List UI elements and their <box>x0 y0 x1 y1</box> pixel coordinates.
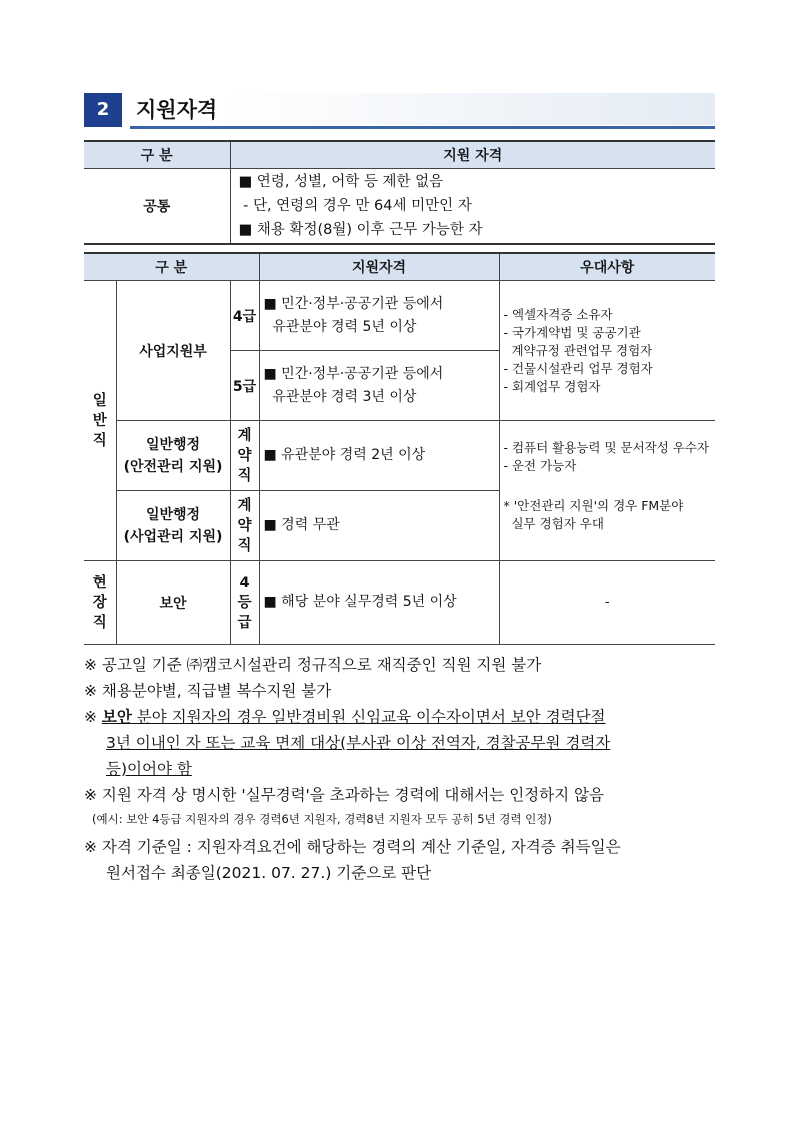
common-qualification-table <box>84 140 715 245</box>
pref2-line-2: - 운전 가능자 <box>503 458 577 473</box>
grade-4: 4급 <box>230 281 259 351</box>
dept-business-support: 사업지원부 <box>116 281 230 421</box>
note-3-bold: 보안 <box>101 708 132 726</box>
common-line-3: ■ 채용 확정(8월) 이후 근무 가능한 자 <box>238 222 483 238</box>
pref1-line-1: - 엑셀자격증 소유자 <box>503 306 613 322</box>
section-heading <box>84 93 715 129</box>
req-5-line-2: 유관분야 경력 3년 이상 <box>263 388 417 405</box>
notes-block <box>84 652 724 886</box>
note-1: ※ 공고일 기준 ㈜캠코시설관리 정규직으로 재직중인 직원 지원 불가 <box>84 656 542 674</box>
section-number: 2 <box>84 93 122 127</box>
note-2: ※ 채용분야별, 직급별 복수지원 불가 <box>84 682 332 700</box>
heading-rule <box>130 126 715 129</box>
position-qualification-table <box>84 252 715 645</box>
dept-security: 보안 <box>116 561 230 645</box>
req-security: ■ 해당 분야 실무경력 5년 이상 <box>263 594 457 610</box>
dept-safety-admin: 일반행정 (안전관리 지원) <box>116 421 230 491</box>
note-3-line-3: 등)이어야 함 <box>106 760 192 778</box>
pref2-note-2: 실무 경험자 우대 <box>503 516 604 531</box>
common-line-1: ■ 연령, 성별, 어학 등 제한 없음 <box>238 174 444 190</box>
header-category-2: 구 분 <box>84 253 259 281</box>
note-4: ※ 지원 자격 상 명시한 '실무경력'을 초과하는 경력에 대해서는 인정하지 않음 <box>84 786 604 804</box>
common-line-2: - 단, 연령의 경우 만 64세 미만인 자 <box>238 198 472 214</box>
req-project: ■ 경력 무관 <box>263 517 340 533</box>
pref1-line-3: 계약규정 관련업무 경험자 <box>503 342 653 358</box>
note-3-line-2: 3년 이내인 자 또는 교육 면제 대상(부사관 이상 전역자, 경찰공무원 경력자 <box>106 734 611 752</box>
req-4-line-1: ■ 민간·정부·공공기관 등에서 <box>263 295 444 312</box>
header-requirements: 지원자격 <box>259 253 499 281</box>
grade-contract-1: 계 약 직 <box>230 421 259 491</box>
grade-5: 5급 <box>230 351 259 421</box>
common-category: 공통 <box>84 169 230 245</box>
header-qualification: 지원 자격 <box>230 141 715 169</box>
header-preference: 우대사항 <box>499 253 715 281</box>
pref1-line-2: - 국가계약법 및 공공기관 <box>503 324 641 340</box>
heading-band <box>224 93 715 125</box>
note-3-line-1 <box>84 704 724 730</box>
pref-security: - <box>499 561 715 645</box>
note-3-text: 분야 지원자의 경우 일반경비원 신임교육 이수자이면서 보안 경력단절 <box>131 708 606 726</box>
note-4-example: (예시: 보안 4등급 지원자의 경우 경력6년 지원자, 경력8년 지원자 모두 공히 5년 경력 인정) <box>92 812 552 826</box>
req-5-line-1: ■ 민간·정부·공공기관 등에서 <box>263 365 444 382</box>
grade-security: 4 등 급 <box>230 561 259 645</box>
pref1-line-4: - 건물시설관리 업무 경험자 <box>503 360 653 376</box>
note-5-line-1: ※ 자격 기준일 : 지원자격요건에 해당하는 경력의 계산 기준일, 자격증 취득일은 <box>84 838 621 856</box>
dept-project-admin: 일반행정 (사업관리 지원) <box>116 491 230 561</box>
grade-contract-2: 계 약 직 <box>230 491 259 561</box>
req-safety: ■ 유관분야 경력 2년 이상 <box>263 447 426 463</box>
section-title: 지원자격 <box>136 98 218 122</box>
pref2-note-1: * '안전관리 지원'의 경우 FM분야 <box>503 498 684 513</box>
req-4-line-2: 유관분야 경력 5년 이상 <box>263 318 417 335</box>
group-general: 일 반 직 <box>84 281 116 561</box>
header-category: 구 분 <box>84 141 230 169</box>
pref1-line-5: - 회계업무 경험자 <box>503 378 601 394</box>
note-5-line-2: 원서접수 최종일(2021. 07. 27.) 기준으로 판단 <box>106 864 432 882</box>
group-field: 현 장 직 <box>84 561 116 645</box>
note-3-prefix: ※ <box>84 708 102 726</box>
pref2-line-1: - 컴퓨터 활용능력 및 문서작성 우수자 <box>503 440 710 455</box>
